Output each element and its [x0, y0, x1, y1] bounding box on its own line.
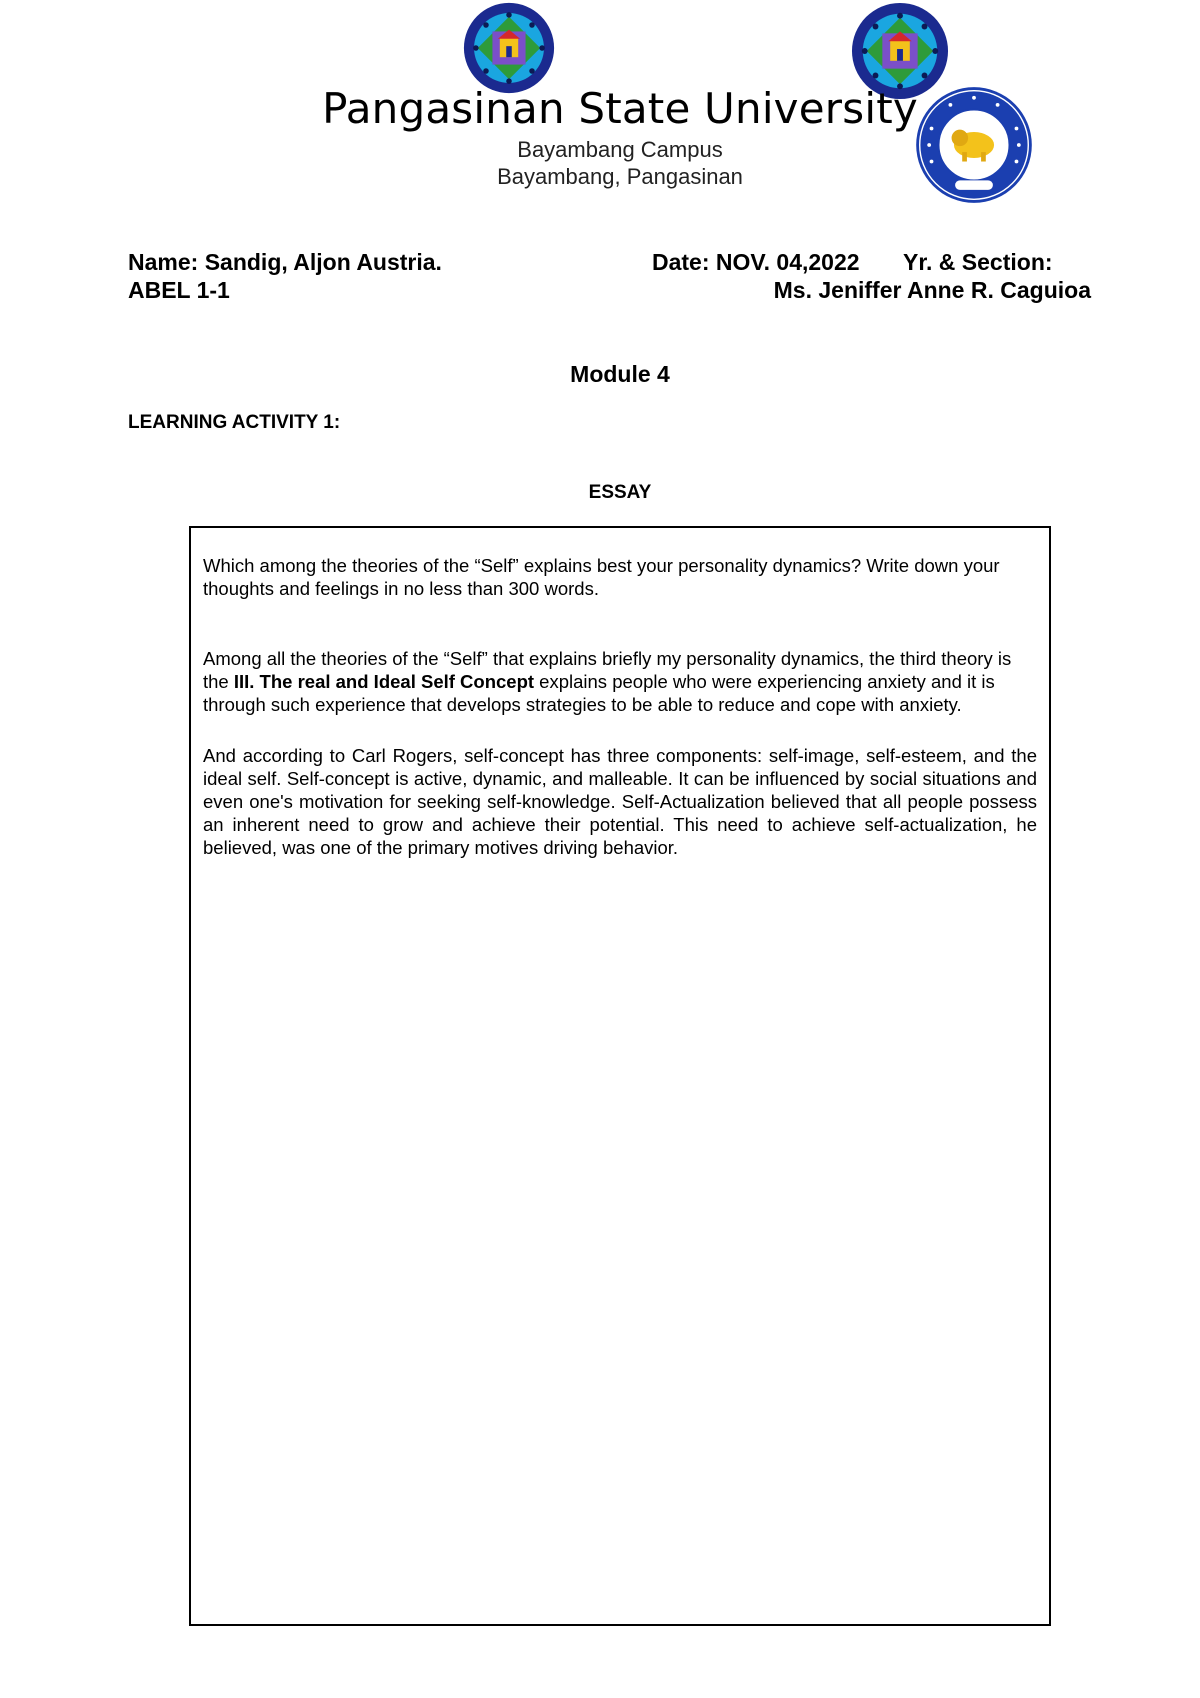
year-section-value: ABEL 1-1 — [128, 277, 230, 303]
activity-title: LEARNING ACTIVITY 1: — [128, 412, 341, 433]
theory-name: III. The real and Ideal Self Concept — [233, 671, 535, 692]
essay-heading: ESSAY — [588, 482, 652, 503]
essay-box — [189, 526, 1051, 1626]
campus-location: Bayambang, Pangasinan — [497, 164, 743, 189]
essay-paragraph-2: And according to Carl Rogers, self-concept has three components: self-image, self-esteem, and the ideal self. Self-concept is active, dynamic, and malleable. It can be influenced by social situations and even one's motivation for seeking self-knowledge. Self-Actualization believed that all people possess an inherent need to grow and achieve their potential. This need to achieve self-actualization, he believed, was one of the primary motives driving behavior. — [203, 745, 1037, 858]
submission-date: Date: NOV. 04,2022 — [652, 249, 860, 275]
instructor-name: Ms. Jeniffer Anne R. Caguioa — [773, 277, 1091, 303]
module-title: Module 4 — [570, 361, 670, 387]
essay-prompt: Which among the theories of the “Self” explains best your personality dynamics? Write down your thoughts and feelings in no less than 300 words. — [203, 555, 1000, 599]
year-section-label: Yr. & Section: — [903, 249, 1053, 275]
campus-name: Bayambang Campus — [517, 137, 723, 162]
essay-paragraph-1-start: Among all the theories of the “Self” that explains briefly my personality dynamics, the third theory is the — [203, 648, 1012, 692]
university-title: Pangasinan State University — [322, 84, 918, 133]
essay-paragraph-1 — [203, 647, 1037, 716]
student-name: Name: Sandig, Aljon Austria. — [128, 249, 442, 275]
essay-paragraph-1-end: explains people who were experiencing anxiety and it is through such experience that develops strategies to be able to reduce and cope with anxiety. — [203, 671, 995, 715]
college-logo-left — [463, 2, 555, 94]
